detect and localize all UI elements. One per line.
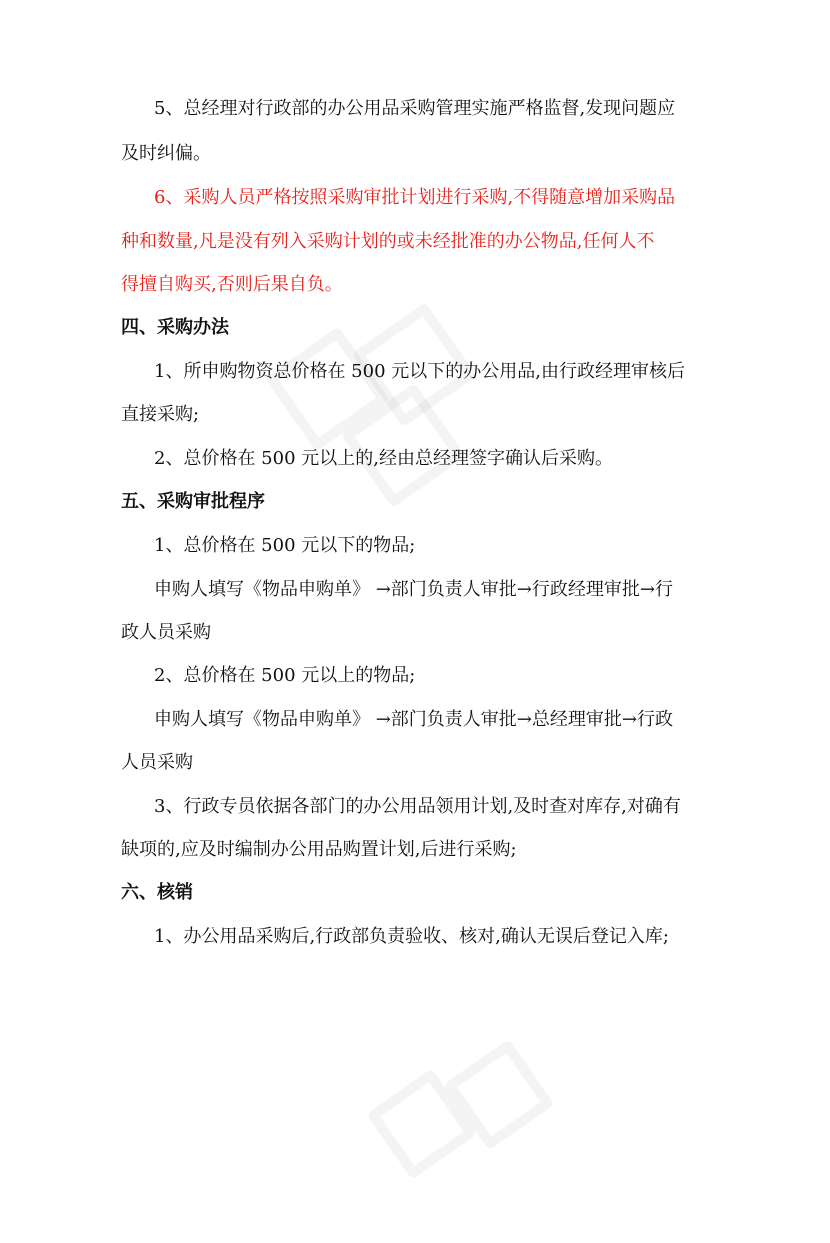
approval-2-flow-line-2: 人员采购 <box>121 752 193 773</box>
watermark-lower <box>352 997 608 1243</box>
approval-1-flow-line-2: 政人员采购 <box>121 622 211 643</box>
approval-2-title: 2、总价格在 500 元以上的物品; <box>154 665 416 686</box>
clause-6-line-2: 种和数量,凡是没有列入采购计划的或未经批准的办公物品,任何人不 <box>121 231 655 252</box>
method-1-line-2: 直接采购; <box>121 404 200 425</box>
approval-3-line-2: 缺项的,应及时编制办公用品购置计划,后进行采购; <box>121 839 517 860</box>
approval-1-flow-line-1: 申购人填写《物品申购单》 →部门负责人审批→行政经理审批→行 <box>154 579 673 600</box>
writeoff-1-line-1: 1、办公用品采购后,行政部负责验收、核对,确认无误后登记入库; <box>154 926 669 947</box>
approval-1-title: 1、总价格在 500 元以下的物品; <box>154 535 416 556</box>
clause-5-line-2: 及时纠偏。 <box>121 143 211 164</box>
method-1-line-1: 1、所申购物资总价格在 500 元以下的办公用品,由行政经理审核后 <box>154 361 685 382</box>
approval-2-flow-line-1: 申购人填写《物品申购单》 →部门负责人审批→总经理审批→行政 <box>154 709 673 730</box>
section-heading-6: 六、核销 <box>121 882 193 903</box>
section-heading-4: 四、采购办法 <box>121 317 229 338</box>
method-2-line-1: 2、总价格在 500 元以上的,经由总经理签字确认后采购。 <box>154 448 613 469</box>
clause-6-line-3: 得擅自购买,否则后果自负。 <box>121 274 343 295</box>
approval-3-line-1: 3、行政专员依据各部门的办公用品领用计划,及时查对库存,对确有 <box>154 796 681 817</box>
section-heading-5: 五、采购审批程序 <box>121 491 265 512</box>
clause-6-line-1: 6、采购人员严格按照采购审批计划进行采购,不得随意增加采购品 <box>154 187 676 208</box>
clause-5-line-1: 5、总经理对行政部的办公用品采购管理实施严格监督,发现问题应 <box>154 98 676 119</box>
